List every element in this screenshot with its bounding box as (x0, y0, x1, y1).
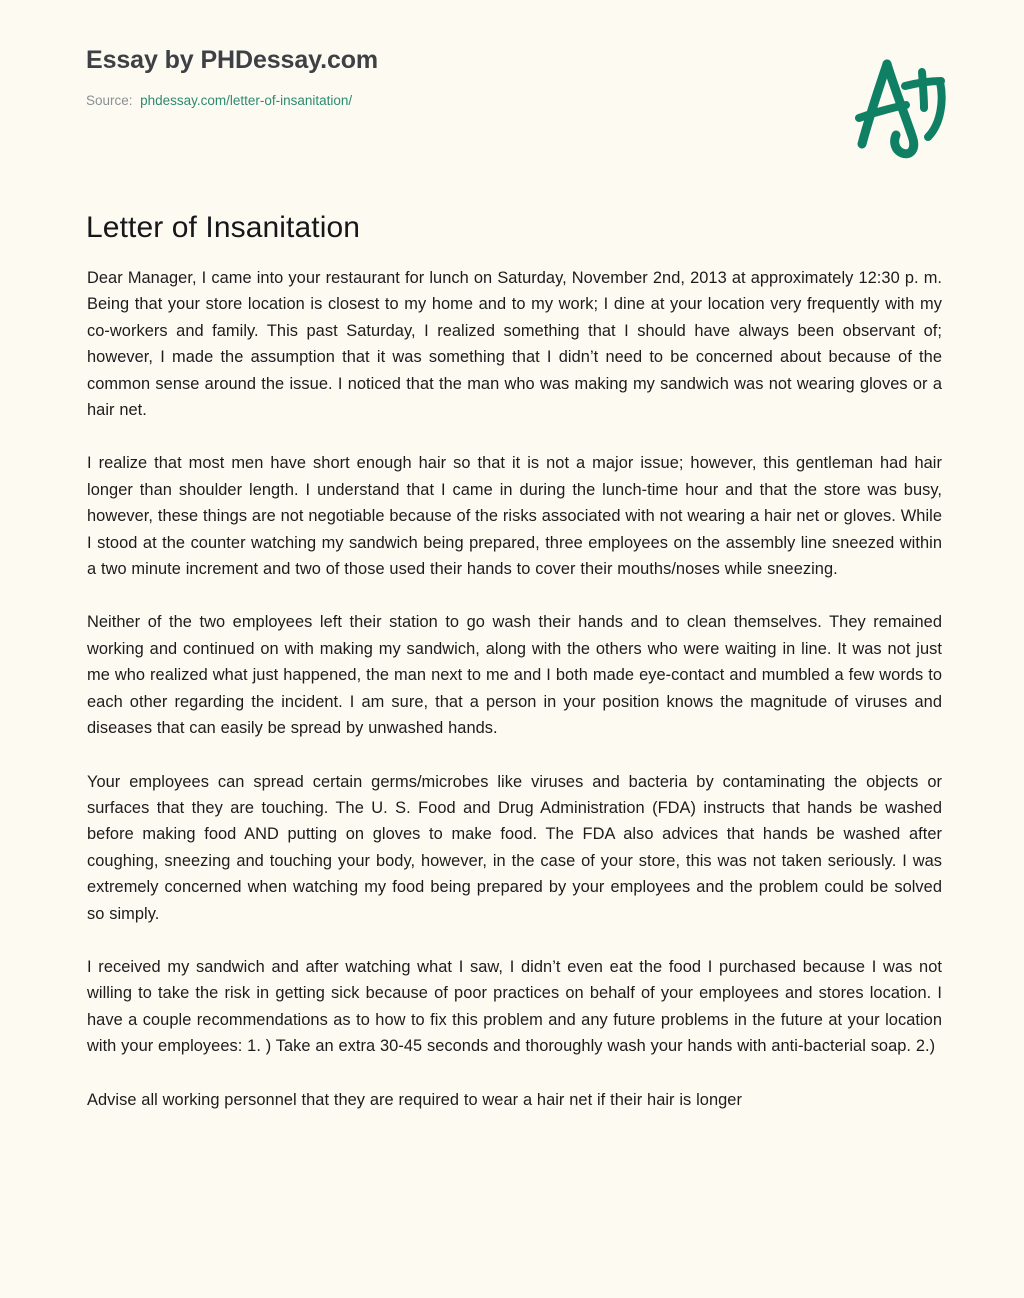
source-url-link[interactable]: phdessay.com/letter-of-insanitation/ (140, 93, 353, 108)
brand-title: Essay by PHDessay.com (86, 46, 379, 74)
page-title: Letter of Insanitation (86, 211, 361, 245)
paragraph: I realize that most men have short enough hair so that it is not a major issue; however, this gentleman had hair longer than shoulder length. I understand that I came in during the lunch-time hour and that the store was busy, however, these things are not negotiable because of the risks associated with not wearing a hair net or gloves. While I stood at the counter watching my sandwich being prepared, three employees on the assembly line sneezed within a two minute increment and two of those used their hands to cover their mouths/noses while sneezing. (87, 454, 942, 579)
paragraph: Neither of the two employees left their station to go wash their hands and to clean themselves. They remained working and continued on with making my sandwich, along with the others who were waiting in line. It was not just me who realized what just happened, the man next to me and I both made eye-contact and mumbled a few words to each other regarding the incident. I am sure, that a person in your position knows the magnitude of viruses and diseases that can easily be spread by unwashed hands. (87, 613, 942, 738)
paragraph: Dear Manager, I came into your restaurant for lunch on Saturday, November 2nd, 2013 at approximately 12:30 p. m. Being that your store location is closest to my home and to my work; I dine at your location very frequently with my co-workers and family. This past Saturday, I realized something that I should have always been observant of; however, I made the assumption that it was something that I didn’t need to be concerned about because of the common sense around the issue. I noticed that the man who was making my sandwich was not wearing gloves or a hair net. (87, 269, 942, 420)
paragraph: I received my sandwich and after watching what I saw, I didn’t even eat the food I purchased because I was not willing to take the risk in getting sick because of poor practices on behalf of your employees and stores location. I have a couple recommendations as to how to fix this problem and any future problems in the future at your location with your employees: 1. ) Take an extra 30-45 seconds and thoroughly wash your hands with anti-bacterial soap. 2.) (87, 957, 942, 1056)
page-header (86, 44, 946, 110)
paragraph: Advise all working personnel that they are required to wear a hair net if their hair is longer (87, 1090, 742, 1109)
essay-body (87, 265, 942, 1113)
a-plus-logo-icon (840, 52, 952, 162)
source-line (86, 92, 946, 110)
source-label: Source: (86, 93, 133, 108)
paragraph: Your employees can spread certain germs/microbes like viruses and bacteria by contaminating the objects or surfaces that they are touching. The U. S. Food and Drug Administration (FDA) instructs that hands be washed before making food AND putting on gloves to make food. The FDA also advices that hands be washed after coughing, sneezing and touching your body, however, in the case of your store, this was not taken seriously. I was extremely concerned when watching my food being prepared by your employees and the problem could be solved so simply. (87, 772, 942, 923)
